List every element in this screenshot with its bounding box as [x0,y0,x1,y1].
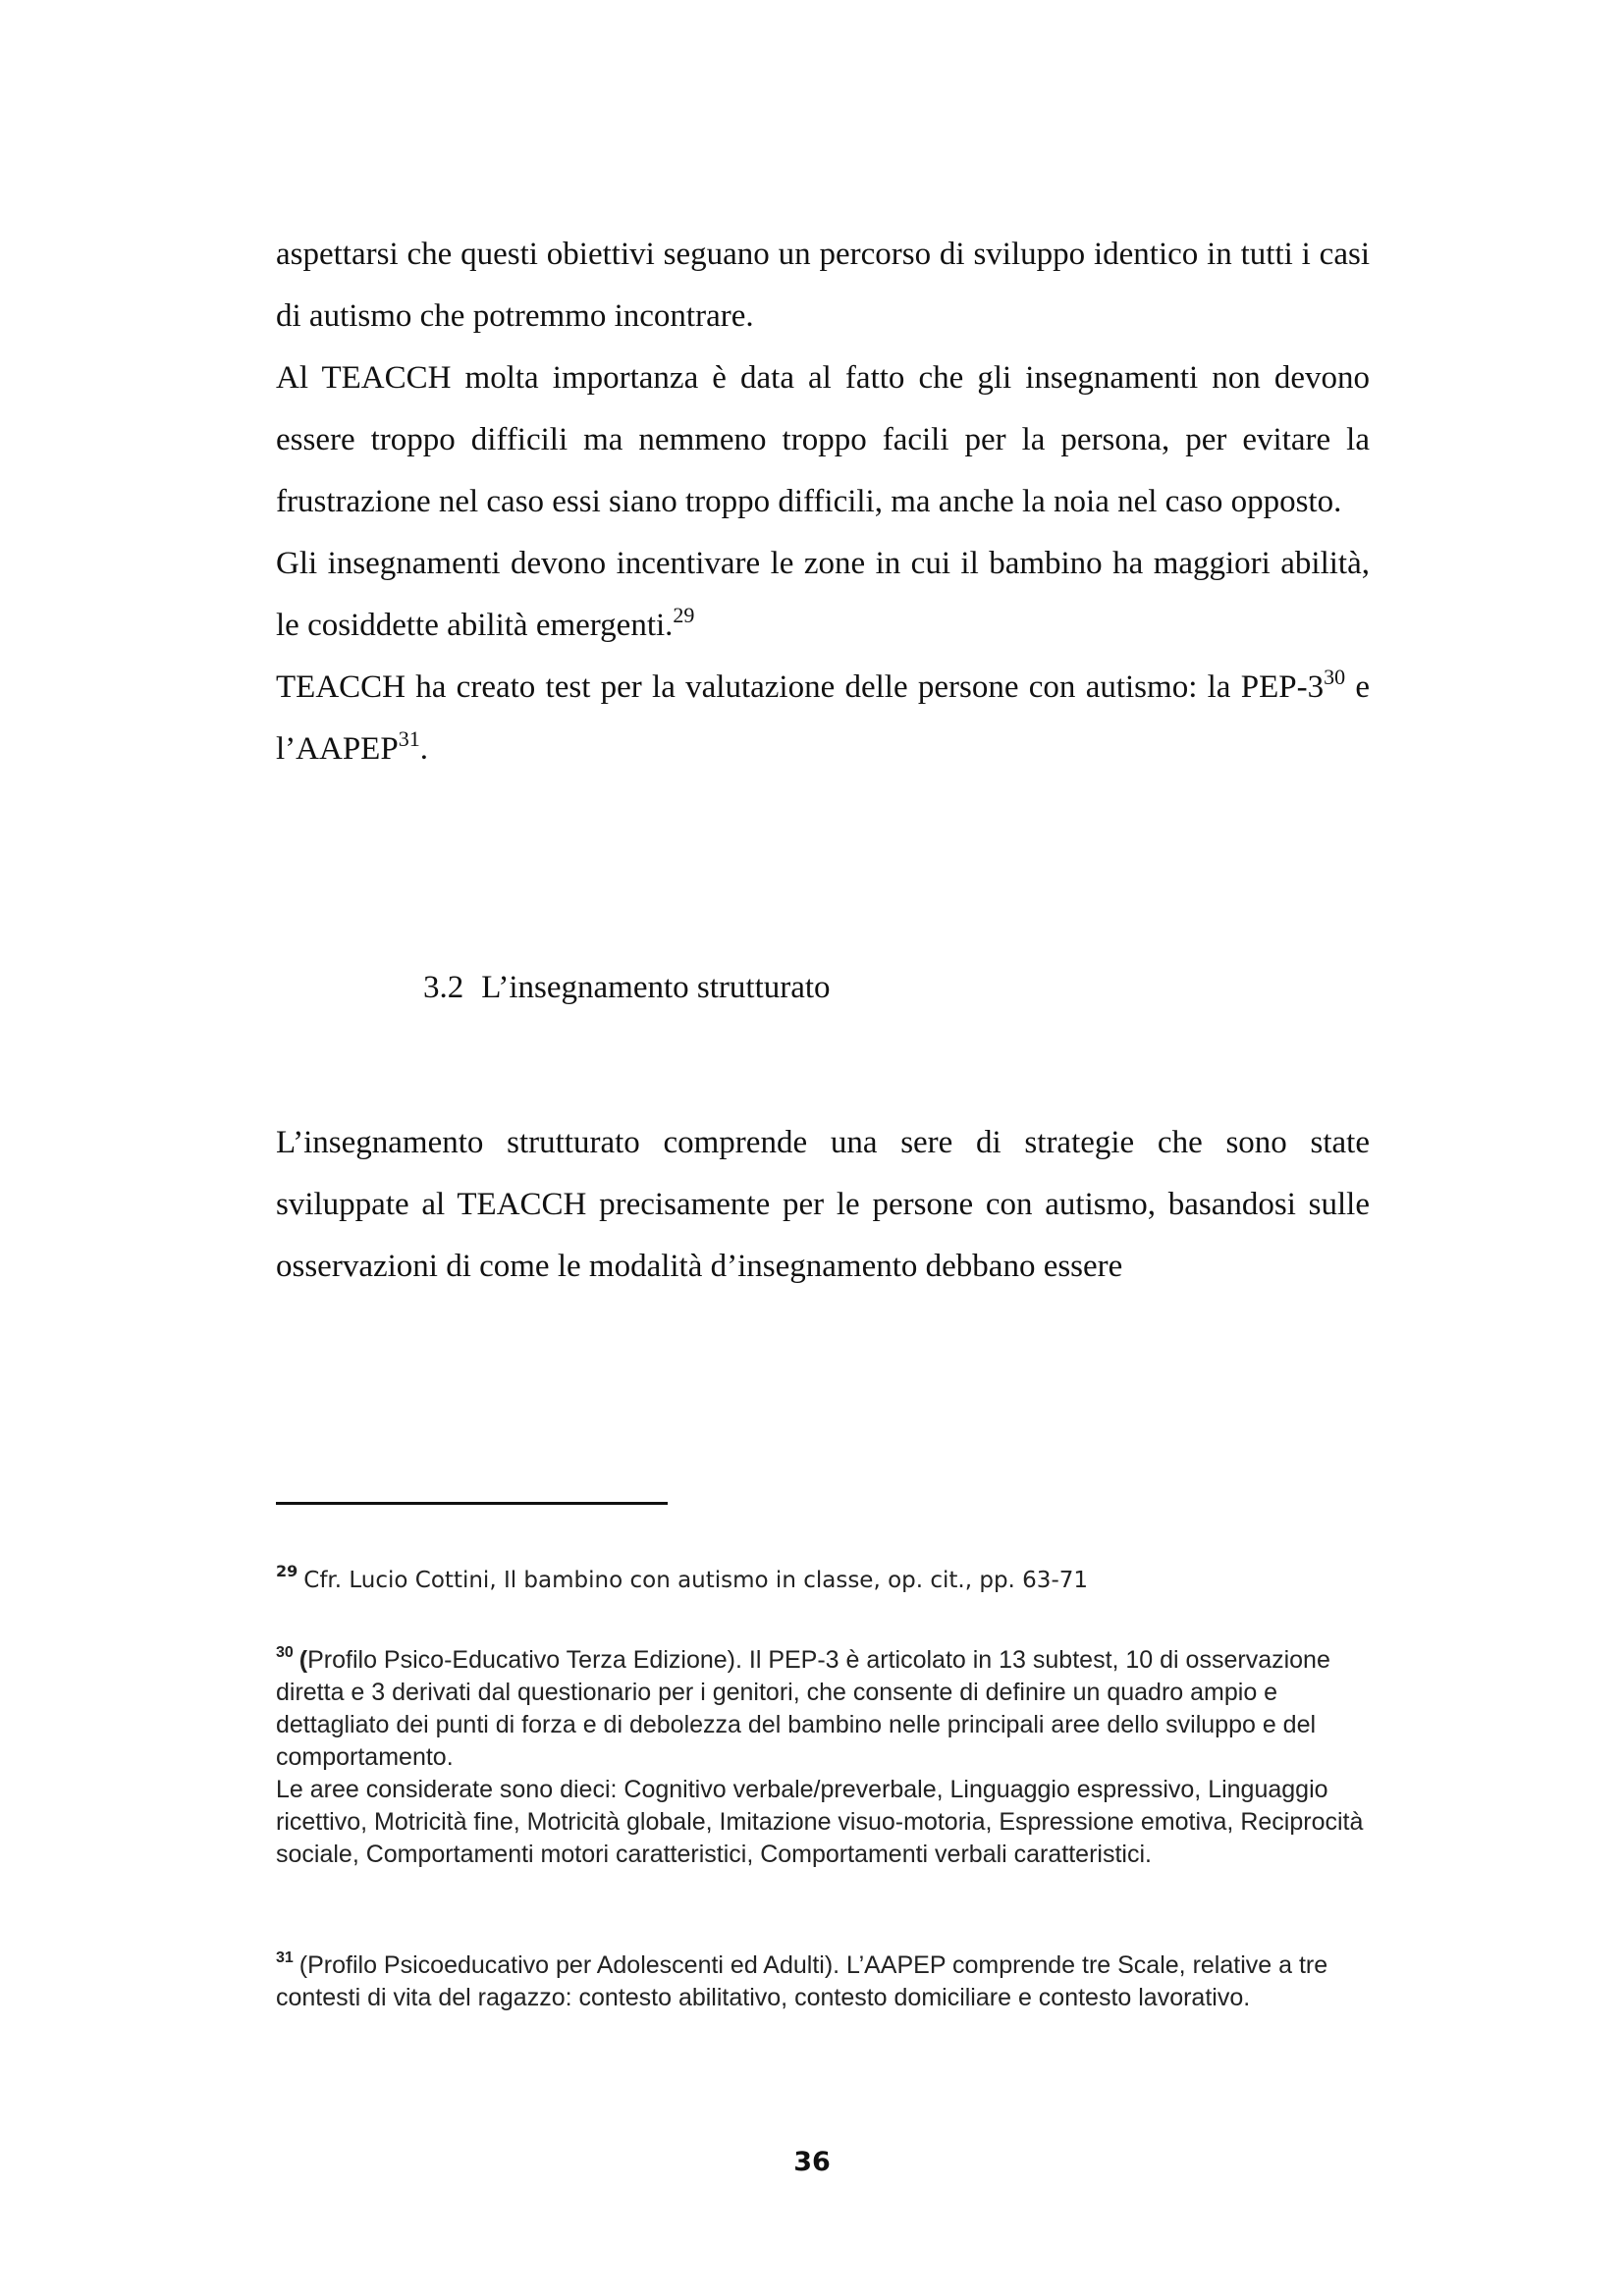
footnote-text-continued: Le aree considerate sono dieci: Cognitivo verbale/preverbale, Linguaggio espressivo, Linguaggio ricettivo, Motricità fine, Motricità globale, Imitazione visuo-motoria, Espressione emotiva, Reciprocità sociale, Comportamenti motori caratteristici, Comportamenti verbali caratteristici. [276,1776,1364,1868]
footnote-number: 31 [276,1949,294,1966]
footnote-reference-31[interactable]: 31 [398,726,420,751]
paragraph-text: Gli insegnamenti devono incentivare le zone in cui il bambino ha maggiori abilità, le cosiddette abilità emergenti. [276,546,1370,643]
footnote-text: Cfr. Lucio Cottini, Il bambino con autismo in classe, op. cit., pp. 63-71 [303,1568,1089,1593]
paragraph [276,347,1370,533]
paragraph-text: . [419,731,428,767]
paragraph: L’insegnamento strutturato comprende una sere di strategie che sono state sviluppate al TEACCH precisamente per le persone con autismo, basandosi sulle osservazioni di come le modalità d’insegnamento debbano essere [276,1125,1370,1284]
footnote-reference-29[interactable]: 29 [673,603,695,627]
footnote-text: Profilo Psico-Educativo Terza Edizione). Il PEP-3 è articolato in 13 subtest, 10 di osservazione diretta e 3 derivati dal questionario per i genitori, che consente di definire un quadro ampio e dettagliato dei punti di forza e di debolezza del bambino nelle principali aree dello sviluppo e del comportamento. [276,1646,1330,1771]
section-title: L’insegnamento strutturato [481,970,831,1005]
paragraph-text: TEACCH ha creato test per la valutazione delle persone con autismo: la PEP-3 [276,669,1325,705]
footnote-reference-30[interactable]: 30 [1324,665,1346,689]
footnote-29 [276,1562,1370,1597]
paragraph [276,224,1370,347]
paragraph [276,657,1370,780]
paragraph-text: e l’AAPEP [276,669,1370,767]
section-heading [423,966,831,1009]
footnote-30 [276,1644,1370,1871]
footnote-number: 29 [276,1562,298,1581]
footnote-31 [276,1949,1370,2014]
footnote-number: 30 [276,1643,294,1661]
paragraph-text: aspettarsi che questi obiettivi seguano un percorso di sviluppo identico in tutti i casi di autismo che potremmo incontrare. [276,237,1370,334]
body-text-top [276,224,1370,780]
body-text-bottom [276,1112,1370,1298]
footnote-text: (Profilo Psicoeducativo per Adolescenti ed Adulti). L’AAPEP comprende tre Scale, relative a tre contesti di vita del ragazzo: contesto abilitativo, contesto domiciliare e contesto lavorativo. [276,1951,1328,2011]
footnote-paren: ( [298,1646,308,1674]
page-number: 36 [793,2147,831,2177]
footnote-separator [276,1502,668,1505]
section-number: 3.2 [423,970,464,1005]
paragraph [276,533,1370,657]
paragraph-text: Al TEACCH molta importanza è data al fatto che gli insegnamenti non devono essere troppo difficili ma nemmeno troppo facili per la persona, per evitare la frustrazione nel caso essi siano troppo difficili, ma anche la noia nel caso opposto. [276,360,1370,519]
